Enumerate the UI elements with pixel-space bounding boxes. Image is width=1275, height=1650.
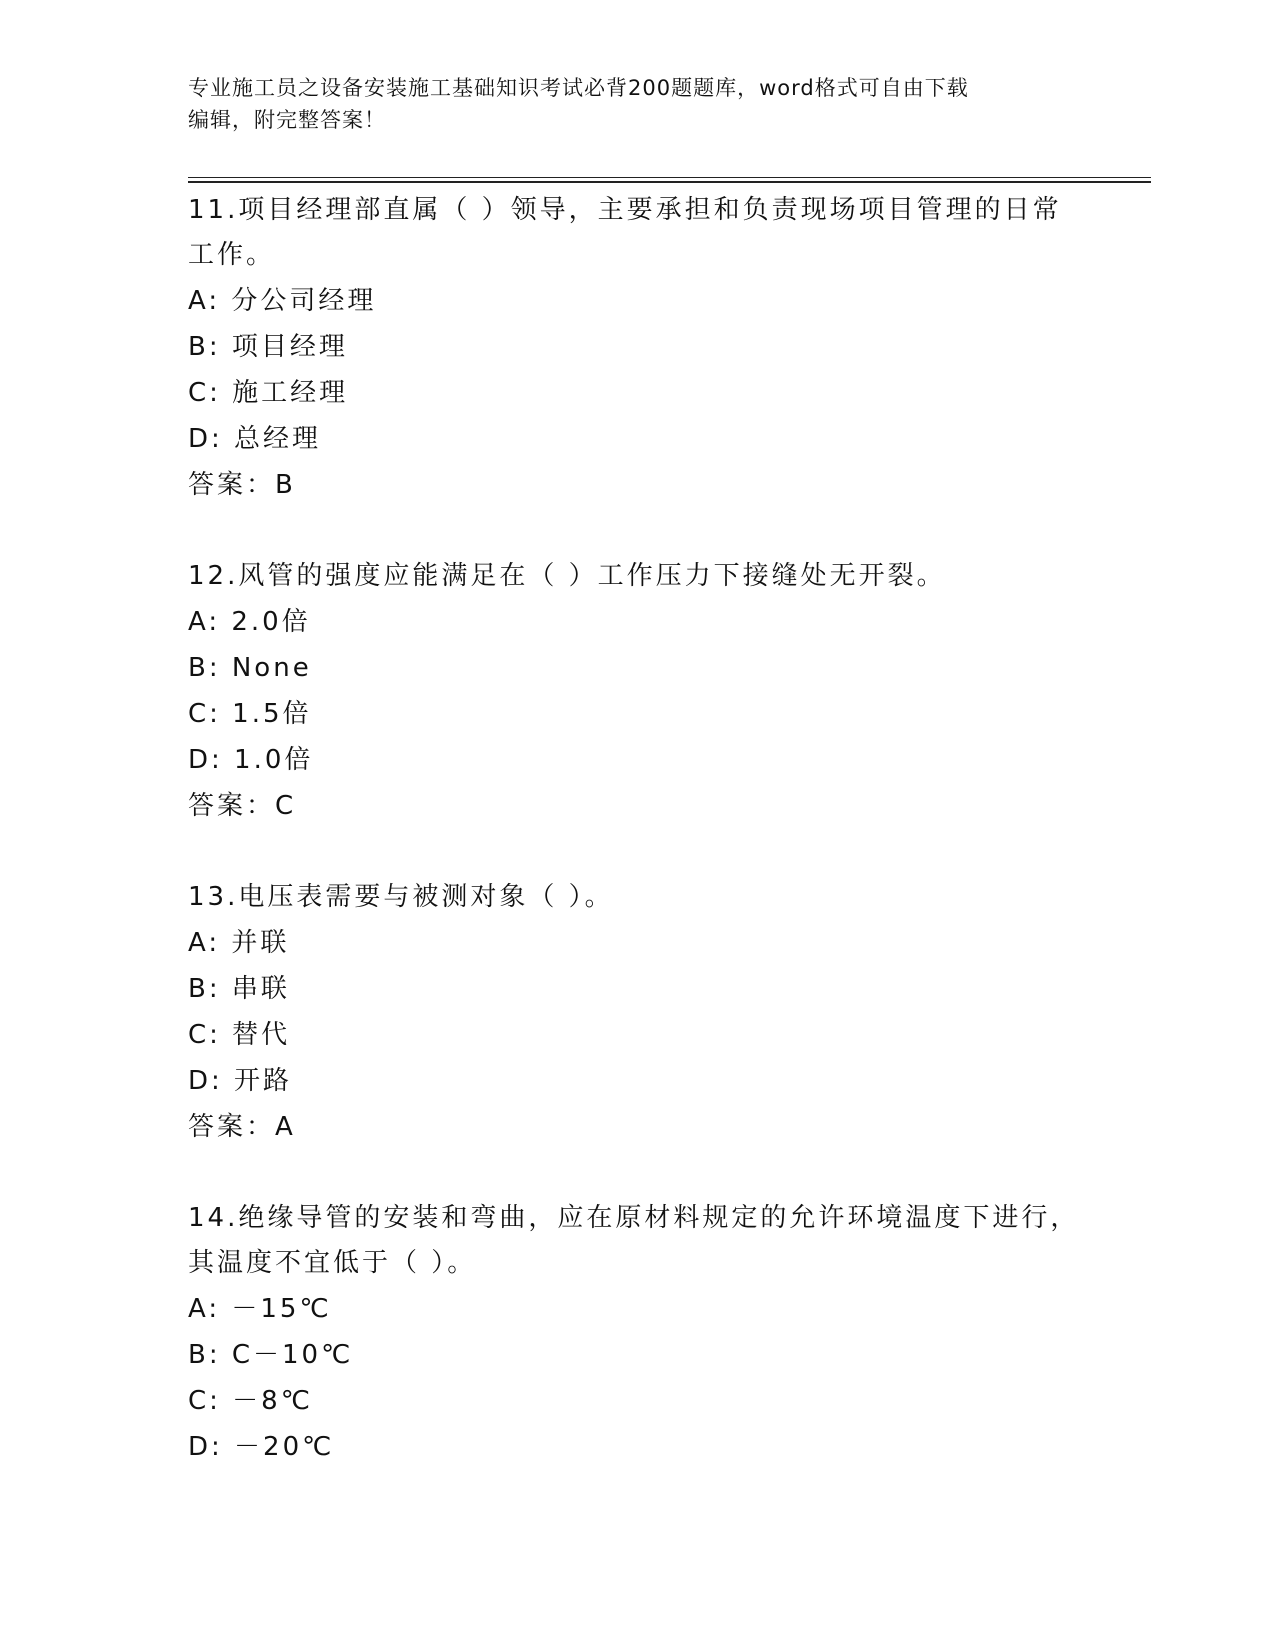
option-c: C: 1.5倍 [188, 699, 312, 729]
question-11 [188, 188, 1088, 508]
question-13 [188, 875, 1088, 1150]
header-divider-thin [188, 177, 1151, 178]
document-header [188, 72, 1078, 136]
header-line-1: 专业施工员之设备安装施工基础知识考试必背200题题库，word格式可自由下载 [188, 76, 969, 100]
option-c: C: －8℃ [188, 1386, 313, 1416]
question-stem-continued: 其温度不宜低于（ ）。 [188, 1248, 477, 1278]
option-d: D: －20℃ [188, 1432, 335, 1462]
question-list [188, 188, 1088, 1516]
option-b: B: 串联 [188, 974, 290, 1004]
answer: 答案：B [188, 470, 296, 500]
question-stem: 13.电压表需要与被测对象（ ）。 [188, 882, 614, 912]
option-d: D: 开路 [188, 1066, 293, 1096]
answer: 答案：C [188, 791, 297, 821]
option-a: A: 2.0倍 [188, 607, 311, 637]
question-stem: 14.绝缘导管的安装和弯曲，应在原材料规定的允许环境温度下进行， [188, 1203, 1080, 1233]
option-b: B: 项目经理 [188, 332, 348, 362]
question-stem: 11.项目经理部直属（ ）领导，主要承担和负责现场项目管理的日常 [188, 195, 1062, 225]
option-b: B: None [188, 653, 312, 683]
option-a: A: －15℃ [188, 1294, 332, 1324]
answer: 答案：A [188, 1112, 296, 1142]
option-c: C: 施工经理 [188, 378, 349, 408]
question-14 [188, 1196, 1088, 1470]
question-stem-continued: 工作。 [188, 240, 276, 270]
question-stem: 12.风管的强度应能满足在（ ）工作压力下接缝处无开裂。 [188, 561, 946, 591]
option-d: D: 总经理 [188, 424, 322, 454]
option-b: B: C－10℃ [188, 1340, 354, 1370]
header-line-2: 编辑，附完整答案！ [188, 108, 386, 132]
option-a: A: 分公司经理 [188, 286, 377, 316]
option-c: C: 替代 [188, 1020, 291, 1050]
option-a: A: 并联 [188, 928, 290, 958]
option-d: D: 1.0倍 [188, 745, 314, 775]
question-12 [188, 554, 1088, 829]
header-divider-thick [188, 181, 1151, 183]
